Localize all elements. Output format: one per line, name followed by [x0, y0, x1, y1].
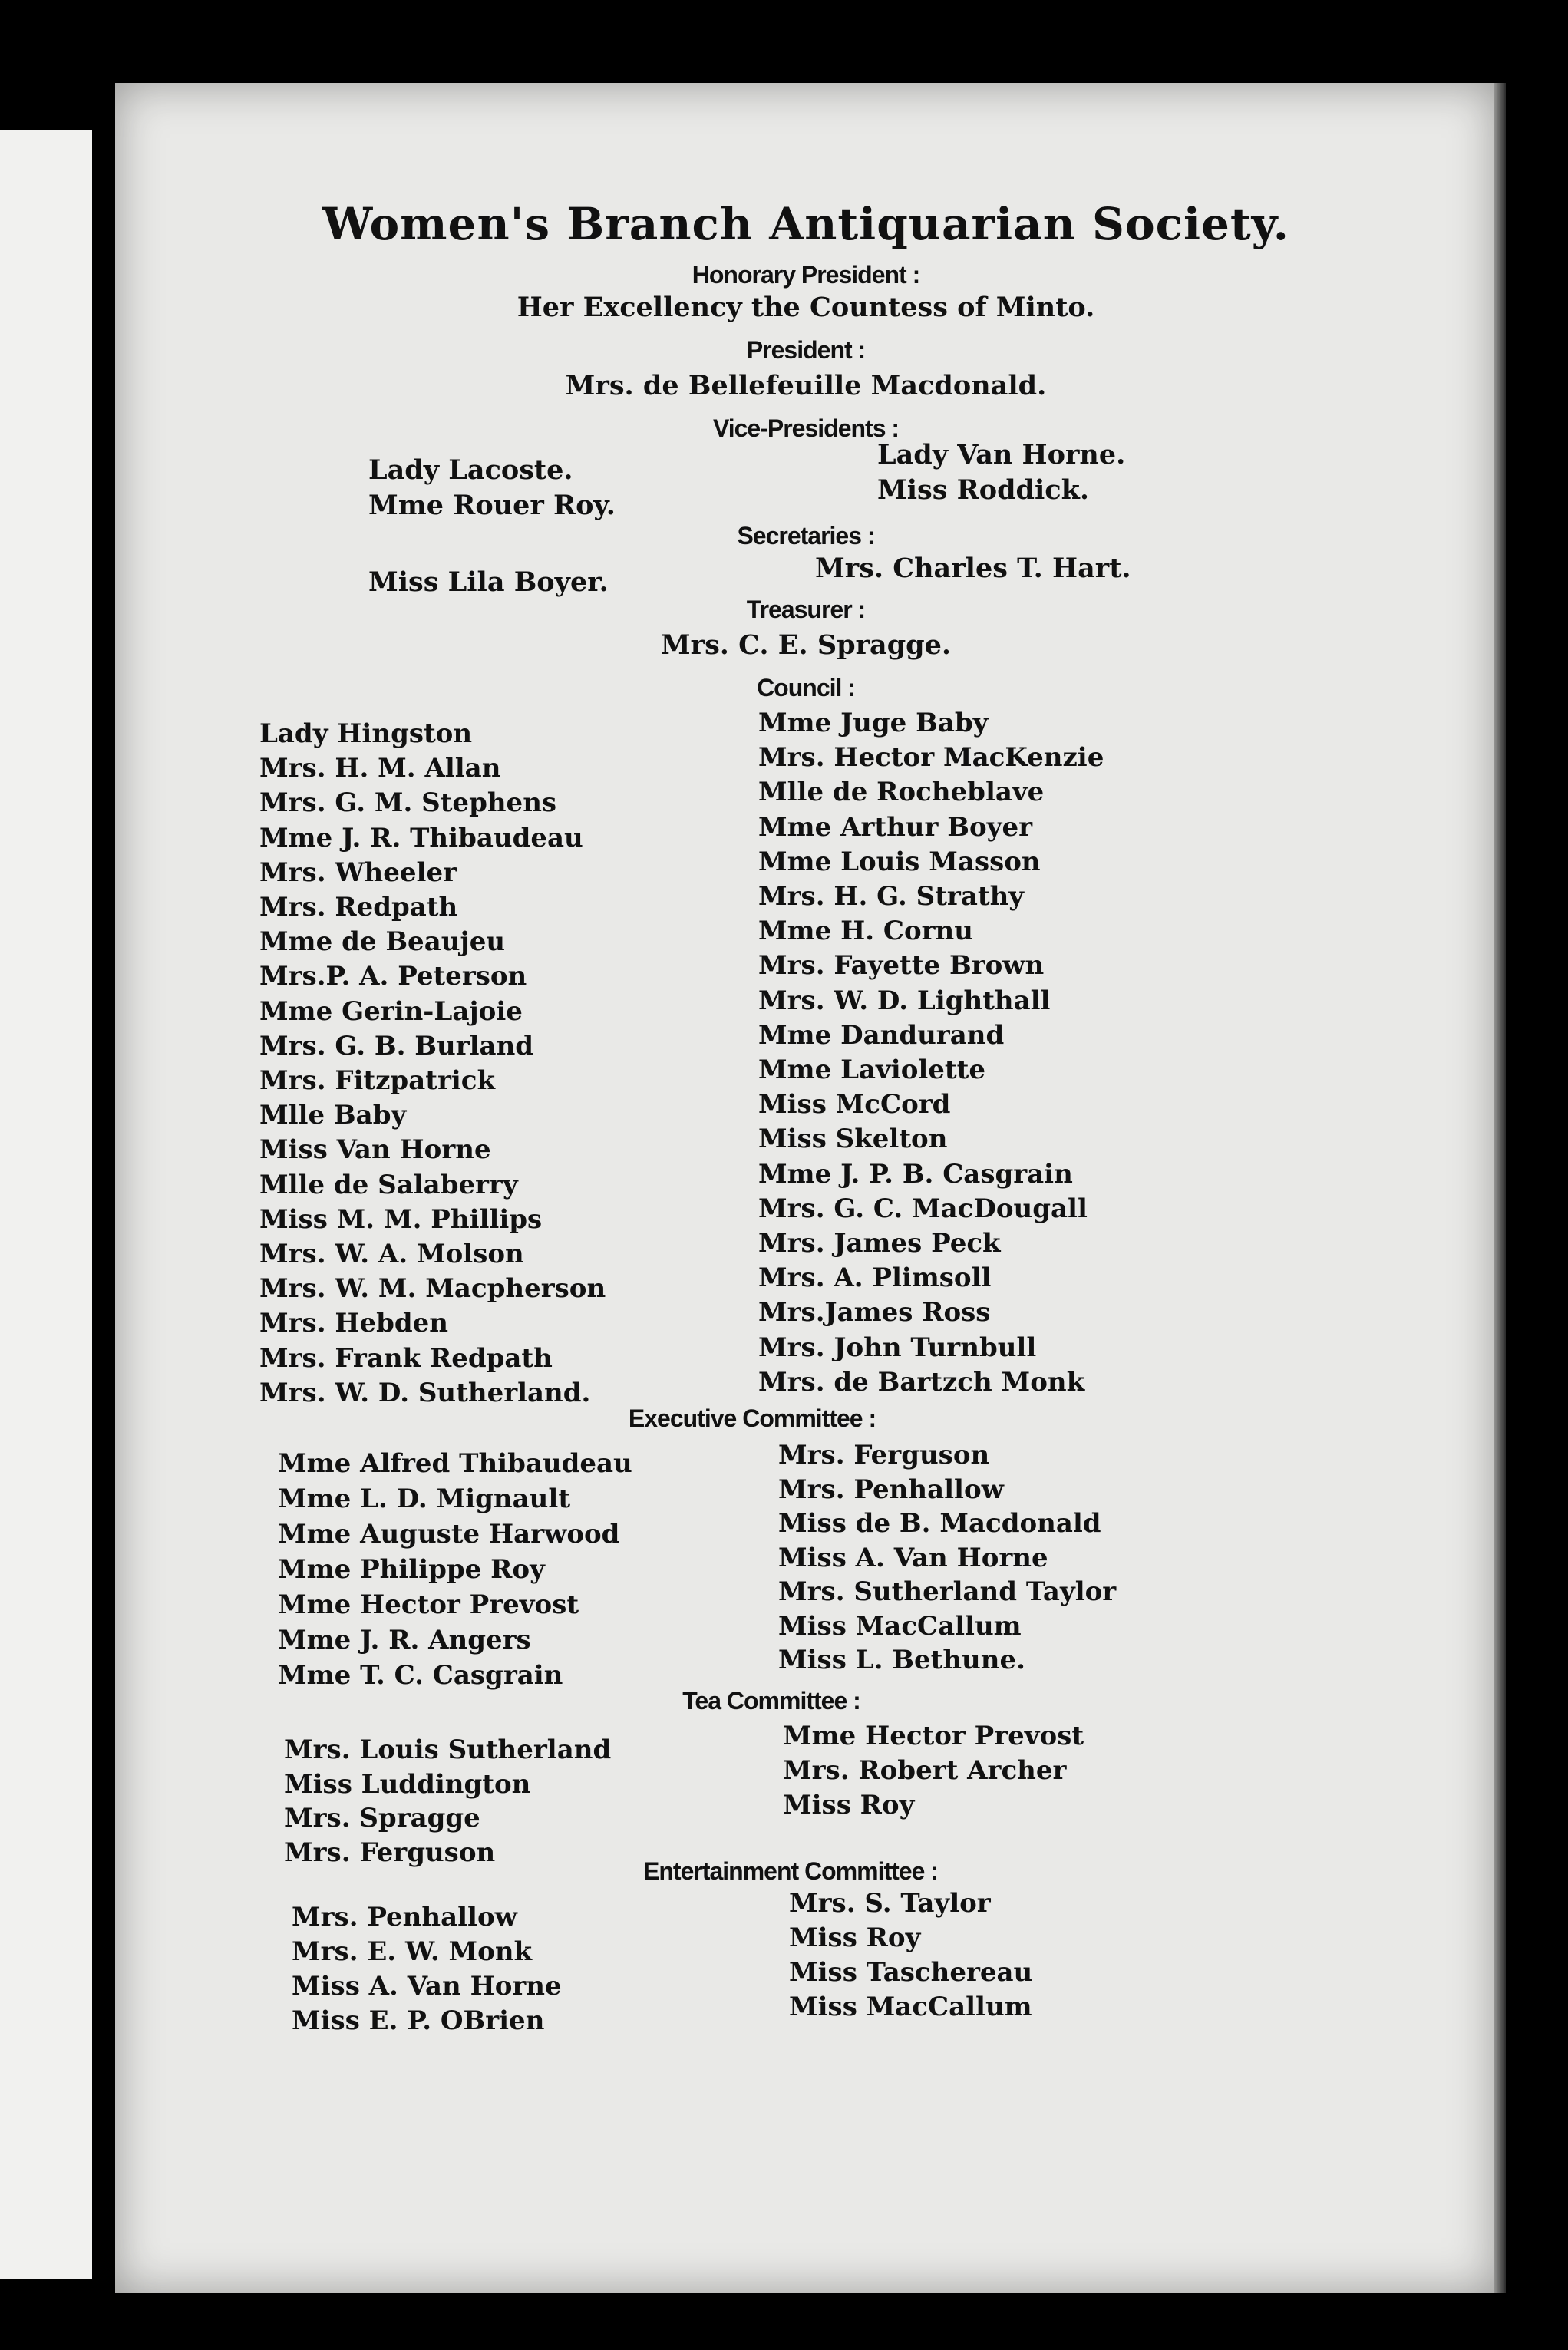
left-page-edge	[0, 130, 104, 2279]
honorary-president-label: Honorary President :	[692, 261, 920, 289]
council-member: Mme de Beaujeu	[259, 926, 506, 958]
council-member: Mrs. G. M. Stephens	[259, 787, 557, 819]
tea-committee-member: Mrs. Louis Sutherland	[284, 1734, 612, 1765]
tea-committee-member: Mrs. Spragge	[284, 1803, 480, 1833]
entertainment-committee-member: Miss Taschereau	[789, 1957, 1033, 1988]
tea-committee-member: Miss Roy	[783, 1790, 915, 1820]
executive-committee-member: Miss L. Bethune.	[778, 1645, 1025, 1675]
council-member: Miss Skelton	[758, 1124, 948, 1155]
council-member: Mme Laviolette	[758, 1055, 985, 1086]
tea-committee-member: Mme Hector Prevost	[783, 1721, 1084, 1751]
council-member: Mrs. John Turnbull	[758, 1332, 1037, 1363]
council-member: Mrs. G. C. MacDougall	[758, 1193, 1088, 1224]
council-member: Mme Gerin-Lajoie	[259, 995, 523, 1027]
council-member: Mrs. Redpath	[259, 892, 458, 923]
honorary-president-name: Her Excellency the Countess of Minto.	[517, 292, 1095, 323]
council-member: Mme J. P. B. Casgrain	[758, 1158, 1073, 1190]
executive-committee-member: Mme Alfred Thibaudeau	[278, 1448, 632, 1479]
council-member: Mrs. Fitzpatrick	[259, 1065, 496, 1097]
council-member: Mrs. A. Plimsoll	[758, 1262, 992, 1294]
council-member: Mlle de Salaberry	[259, 1169, 518, 1200]
executive-committee-member: Mrs. Ferguson	[778, 1440, 990, 1470]
tea-committee-label: Tea Committee :	[682, 1687, 860, 1715]
executive-committee-member: Miss A. Van Horne	[778, 1542, 1048, 1573]
council-member: Mrs.P. A. Peterson	[259, 961, 527, 992]
vice-president-entry: Mme Rouer Roy.	[368, 490, 616, 521]
secretary-entry: Miss Lila Boyer.	[368, 566, 609, 598]
council-member: Mme H. Cornu	[758, 916, 973, 947]
vice-presidents-left-column	[368, 453, 616, 523]
executive-committee-member: Mrs. Penhallow	[778, 1474, 1004, 1505]
tea-committee-right-column	[783, 1719, 1084, 1823]
council-member: Mrs. de Bartzch Monk	[758, 1366, 1085, 1398]
council-member: Mrs.James Ross	[758, 1297, 991, 1328]
council-member: Lady Hingston	[259, 718, 473, 749]
council-member: Mrs. James Peck	[758, 1228, 1001, 1259]
president-name: Mrs. de Bellefeuille Macdonald.	[565, 370, 1047, 401]
entertainment-committee-member: Mrs. E. W. Monk	[292, 1936, 533, 1967]
council-member: Mrs. Fayette Brown	[758, 950, 1045, 982]
council-member: Mrs. W. D. Lighthall	[758, 985, 1051, 1016]
vice-president-entry: Lady Van Horne.	[877, 439, 1126, 470]
executive-committee-member: Mme T. C. Casgrain	[278, 1660, 563, 1691]
executive-committee-member: Miss de B. Macdonald	[778, 1508, 1101, 1539]
entertainment-committee-right-column	[789, 1886, 1032, 2025]
council-member: Mrs. W. M. Macpherson	[259, 1273, 606, 1305]
entertainment-committee-left-column	[292, 1900, 562, 2038]
council-member: Mme Louis Masson	[758, 846, 1041, 877]
council-member: Mrs. G. B. Burland	[259, 1030, 534, 1061]
secretaries-right-column	[815, 553, 1131, 584]
council-member: Mrs. H. G. Strathy	[758, 881, 1025, 913]
council-member: Mlle de Rocheblave	[758, 777, 1045, 808]
executive-committee-member: Mme J. R. Angers	[278, 1625, 531, 1655]
executive-committee-label: Executive Committee :	[628, 1404, 876, 1432]
entertainment-committee-member: Miss E. P. OBrien	[292, 2005, 545, 2036]
secretaries-left-column	[368, 566, 609, 598]
secretary-entry: Mrs. Charles T. Hart.	[815, 553, 1131, 584]
vice-presidents-label: Vice-Presidents :	[712, 414, 900, 442]
council-member: Mme Dandurand	[758, 1019, 1005, 1051]
binding-shadow	[92, 130, 109, 2279]
council-member: Mrs. Frank Redpath	[259, 1342, 553, 1374]
council-member: Mme Arthur Boyer	[758, 811, 1032, 843]
executive-committee-member: Mme Auguste Harwood	[278, 1519, 620, 1550]
council-member: Mme Juge Baby	[758, 708, 989, 738]
council-member: Mme J. R. Thibaudeau	[259, 822, 583, 853]
secretaries-label: Secretaries :	[737, 522, 875, 550]
council-member: Mrs. Wheeler	[259, 856, 457, 888]
vice-president-entry: Miss Roddick.	[877, 474, 1090, 506]
tea-committee-left-column	[284, 1733, 611, 1870]
entertainment-committee-member: Miss A. Van Horne	[292, 1971, 562, 2002]
council-member: Mrs. H. M. Allan	[259, 753, 501, 784]
executive-committee-left-column	[278, 1446, 632, 1693]
document-page	[115, 83, 1497, 2293]
entertainment-committee-member: Mrs. S. Taylor	[789, 1888, 991, 1919]
council-right-column	[758, 706, 1104, 1400]
council-member: Mrs. Hebden	[259, 1308, 449, 1339]
executive-committee-right-column	[778, 1438, 1116, 1678]
executive-committee-member: Mme Philippe Roy	[278, 1554, 545, 1585]
treasurer-name: Mrs. C. E. Spragge.	[660, 629, 952, 661]
council-member: Miss Van Horne	[259, 1134, 491, 1166]
council-member: Mlle Baby	[259, 1100, 407, 1131]
tea-committee-member: Mrs. Robert Archer	[783, 1755, 1067, 1786]
council-member: Miss McCord	[758, 1089, 951, 1121]
treasurer-label: Treasurer :	[746, 596, 866, 623]
page-title: Women's Branch Antiquarian Society.	[322, 198, 1289, 250]
tea-committee-member: Miss Luddington	[284, 1768, 531, 1800]
entertainment-committee-member: Mrs. Penhallow	[292, 1902, 517, 1932]
executive-committee-member: Miss MacCallum	[778, 1610, 1022, 1642]
tea-committee-member: Mrs. Ferguson	[284, 1837, 496, 1868]
council-member: Mrs. W. A. Molson	[259, 1239, 524, 1270]
entertainment-committee-label: Entertainment Committee :	[643, 1857, 938, 1885]
council-member: Mrs. Hector MacKenzie	[758, 742, 1104, 774]
council-label: Council :	[757, 674, 855, 701]
vice-presidents-right-column	[877, 437, 1125, 508]
council-member: Miss M. M. Phillips	[259, 1203, 543, 1235]
entertainment-committee-member: Miss Roy	[789, 1923, 921, 1953]
vice-president-entry: Lady Lacoste.	[368, 454, 573, 486]
executive-committee-member: Mme Hector Prevost	[278, 1589, 579, 1620]
executive-committee-member: Mme L. D. Mignault	[278, 1484, 571, 1514]
entertainment-committee-member: Miss MacCallum	[789, 1992, 1032, 2022]
president-label: President :	[746, 336, 866, 364]
council-member: Mrs. W. D. Sutherland.	[259, 1377, 591, 1408]
council-left-column	[259, 717, 606, 1411]
executive-committee-member: Mrs. Sutherland Taylor	[778, 1576, 1117, 1607]
